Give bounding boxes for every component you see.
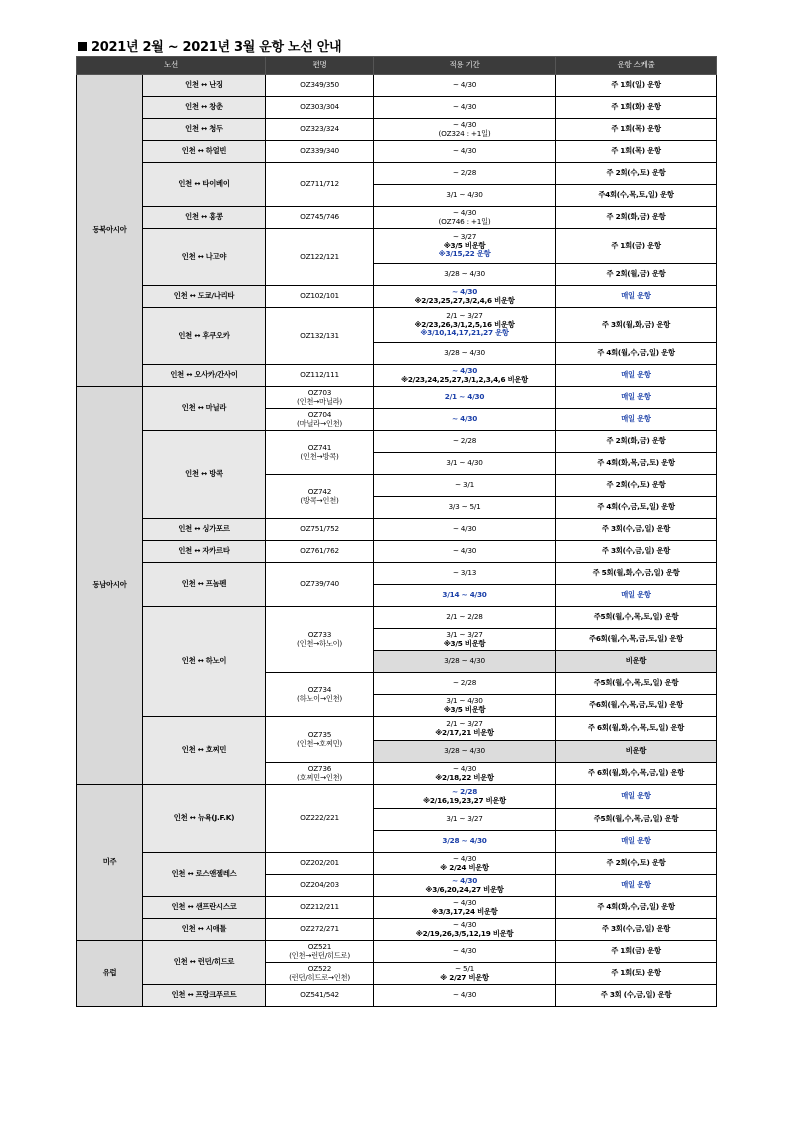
route-cell: 인천 ↔ 타이베이: [143, 163, 266, 207]
flight-direction: (인천→호찌민): [296, 738, 343, 748]
flight-cell: OZ272/271: [266, 919, 374, 941]
table-row: [77, 563, 717, 585]
flight-cell: OZ349/350: [266, 75, 374, 97]
period-cell: ~ 4/30: [374, 541, 556, 563]
table-row: [77, 97, 717, 119]
schedule-cell: 주 6회(월,화,수,목,토,일) 운항: [556, 717, 717, 741]
period-note: ※ 2/27 비운항: [440, 972, 489, 982]
flight-cell: OZ122/121: [266, 229, 374, 286]
route-cell: 인천 ↔ 싱가포르: [143, 519, 266, 541]
route-cell: 인천 ↔ 난징: [143, 75, 266, 97]
flight-number: OZ704: [307, 410, 332, 420]
header-period: 적용 기간: [374, 57, 556, 75]
schedule-cell: 주 5회(월,화,수,금,일) 운항: [556, 563, 717, 585]
route-cell: 인천 ↔ 샌프란시스코: [143, 897, 266, 919]
region-europe: 유럽: [77, 941, 143, 1007]
square-bullet-icon: [78, 42, 87, 51]
period-note: ※2/23,25,27,3/2,4,6 비운항: [414, 295, 515, 305]
route-cell: 인천 ↔ 하노이: [143, 607, 266, 717]
flight-cell: OZ339/340: [266, 141, 374, 163]
flight-number: OZ733: [307, 630, 332, 640]
period-cell: [374, 119, 556, 141]
schedule-cell: 주 1회(목) 운항: [556, 141, 717, 163]
flight-cell: [266, 387, 374, 409]
table-row: [77, 985, 717, 1007]
flight-cell: [266, 941, 374, 963]
table-row: [77, 519, 717, 541]
page-title: [78, 36, 341, 55]
schedule-cell: 주 2회(화,금) 운항: [556, 207, 717, 229]
schedule-cell: 매일 운항: [556, 875, 717, 897]
table-row: [77, 308, 717, 343]
schedule-cell: 주 1회(토) 운항: [556, 963, 717, 985]
schedule-cell: 매일 운항: [556, 585, 717, 607]
flight-cell: OZ541/542: [266, 985, 374, 1007]
period-note: (OZ746 : +1일): [438, 216, 491, 226]
table-row: [77, 941, 717, 963]
period-cell: 3/1 ~ 4/30: [374, 453, 556, 475]
flight-cell: OZ212/211: [266, 897, 374, 919]
flight-number: OZ735: [307, 730, 332, 740]
period-cell: [374, 308, 556, 343]
period-cell: [374, 763, 556, 785]
title-text: 2021년 2월 ~ 2021년 3월 운항 노선 안내: [91, 40, 342, 55]
period-note: ※3/5 비운항: [443, 704, 486, 714]
route-cell: 인천 ↔ 방콕: [143, 431, 266, 519]
flight-cell: [266, 763, 374, 785]
schedule-cell: 주 3회(수,금,일) 운항: [556, 919, 717, 941]
table-row: [77, 229, 717, 264]
flight-direction: (인천→방콕): [300, 451, 339, 461]
route-cell: 인천 ↔ 나고야: [143, 229, 266, 286]
schedule-cell: 주 2회(수,토) 운항: [556, 475, 717, 497]
period-cell: 2/1 ~ 2/28: [374, 607, 556, 629]
period-line: 3/1 ~ 4/30: [446, 696, 483, 706]
period-line: ~ 4/30: [452, 208, 477, 218]
period-cell: ~ 4/30: [374, 97, 556, 119]
schedule-cell: 매일 운항: [556, 365, 717, 387]
period-cell: [374, 919, 556, 941]
flight-cell: [266, 475, 374, 519]
period-cell: ~ 2/28: [374, 673, 556, 695]
route-cell: 인천 ↔ 하얼빈: [143, 141, 266, 163]
header-route: 노선: [77, 57, 266, 75]
flight-cell: [266, 717, 374, 763]
route-cell: 인천 ↔ 뉴욕(J.F.K): [143, 785, 266, 853]
period-cell: [374, 897, 556, 919]
table-row: [77, 607, 717, 629]
schedule-cell: 주5회(월,수,목,토,일) 운항: [556, 673, 717, 695]
flight-cell: OZ739/740: [266, 563, 374, 607]
schedule-cell: 비운항: [556, 741, 717, 763]
flight-cell: OZ102/101: [266, 286, 374, 308]
table-row: [77, 141, 717, 163]
flight-cell: [266, 431, 374, 475]
period-cell: 3/28 ~ 4/30: [374, 651, 556, 673]
period-cell: ~ 4/30: [374, 409, 556, 431]
route-cell: 인천 ↔ 자카르타: [143, 541, 266, 563]
period-note: ※2/23,24,25,27,3/1,2,3,4,6 비운항: [401, 374, 528, 384]
schedule-cell: 주 3회(월,화,금) 운항: [556, 308, 717, 343]
route-cell: 인천 ↔ 시애틀: [143, 919, 266, 941]
schedule-cell: 주 4회(수,금,토,일) 운항: [556, 497, 717, 519]
period-note: ※3/5 비운항: [443, 240, 486, 250]
schedule-cell: 주 1회(금) 운항: [556, 229, 717, 264]
period-cell: ~ 4/30: [374, 75, 556, 97]
flight-direction: (마닐라→인천): [296, 418, 343, 428]
flight-number: OZ522: [307, 964, 332, 974]
period-cell: 3/3 ~ 5/1: [374, 497, 556, 519]
flight-direction: (인천→마닐라): [296, 396, 343, 406]
flight-cell: OZ711/712: [266, 163, 374, 207]
period-cell: [374, 365, 556, 387]
flight-number: OZ742: [307, 487, 332, 497]
schedule-cell: 매일 운항: [556, 785, 717, 809]
schedule-cell: 주 2회(월,금) 운항: [556, 264, 717, 286]
schedule-cell: 매일 운항: [556, 387, 717, 409]
period-line: ~ 4/30: [452, 920, 477, 930]
schedule-cell: 주4회(수,목,토,일) 운항: [556, 185, 717, 207]
flight-number: OZ521: [307, 942, 332, 952]
period-cell: [374, 229, 556, 264]
period-cell: [374, 695, 556, 717]
period-line: ~ 4/30: [452, 764, 477, 774]
table-row: [77, 207, 717, 229]
table-row: [77, 919, 717, 941]
flight-number: OZ736: [307, 764, 332, 774]
table-row: [77, 365, 717, 387]
table-row: [77, 163, 717, 185]
period-cell: ~ 4/30: [374, 985, 556, 1007]
table-row: [77, 286, 717, 308]
flight-cell: [266, 607, 374, 673]
period-cell: 3/28 ~ 4/30: [374, 741, 556, 763]
schedule-cell: 주 1회(금) 운항: [556, 941, 717, 963]
header-flight: 편명: [266, 57, 374, 75]
schedule-cell: 주 3회(수,금,일) 운항: [556, 541, 717, 563]
table-header-row: [77, 57, 717, 75]
schedule-cell: 주 4회(화,수,금,일) 운항: [556, 897, 717, 919]
header-schedule: 운항 스케줄: [556, 57, 717, 75]
route-cell: 인천 ↔ 호찌민: [143, 717, 266, 785]
period-cell: ~ 3/1: [374, 475, 556, 497]
route-schedule-table: [76, 56, 717, 1007]
schedule-cell: 주 1회(목) 운항: [556, 119, 717, 141]
table-row: [77, 853, 717, 875]
period-note: ※2/16,19,23,27 비운항: [423, 795, 506, 805]
schedule-cell: 주 3회(수,금,일) 운항: [556, 519, 717, 541]
period-cell: ~ 4/30: [374, 141, 556, 163]
period-line: ~ 4/30: [452, 898, 477, 908]
period-cell: [374, 853, 556, 875]
period-line: ~ 5/1: [455, 964, 474, 974]
flight-direction: (런던/히드로→인천): [289, 972, 350, 982]
schedule-cell: 매일 운항: [556, 831, 717, 853]
flight-cell: OZ323/324: [266, 119, 374, 141]
period-note: ※ 2/24 비운항: [440, 862, 489, 872]
flight-cell: OZ222/221: [266, 785, 374, 853]
period-cell: [374, 963, 556, 985]
period-cell: [374, 207, 556, 229]
period-cell: 3/28 ~ 4/30: [374, 343, 556, 365]
table-row: [77, 541, 717, 563]
flight-number: OZ741: [307, 443, 332, 453]
period-line: ~ 3/27: [452, 232, 477, 242]
region-southeast-asia: 동남아시아: [77, 387, 143, 785]
flight-direction: (하노이→인천): [296, 693, 343, 703]
period-line: 3/1 ~ 3/27: [446, 630, 483, 640]
flight-cell: [266, 409, 374, 431]
flight-number: OZ703: [307, 388, 332, 398]
period-cell: 3/1 ~ 3/27: [374, 809, 556, 831]
period-cell: 3/28 ~ 4/30: [374, 264, 556, 286]
period-note: ※2/17,21 비운항: [435, 727, 494, 737]
schedule-cell: 주5회(월,수,목,토,일) 운항: [556, 607, 717, 629]
flight-cell: [266, 673, 374, 717]
period-line-blue: ~ 4/30: [451, 287, 478, 297]
route-cell: 인천 ↔ 런던/히드로: [143, 941, 266, 985]
flight-cell: OZ202/201: [266, 853, 374, 875]
table-row: [77, 717, 717, 741]
period-note: (OZ324 : +1일): [438, 128, 491, 138]
route-cell: 인천 ↔ 프랑크푸르트: [143, 985, 266, 1007]
period-cell: [374, 785, 556, 809]
period-line: ~ 4/30: [452, 120, 477, 130]
flight-cell: OZ204/203: [266, 875, 374, 897]
period-note: ※3/3,17,24 비운항: [431, 906, 498, 916]
region-northeast-asia: 동북아시아: [77, 75, 143, 387]
table-row: [77, 119, 717, 141]
period-cell: ~ 3/13: [374, 563, 556, 585]
flight-cell: OZ761/762: [266, 541, 374, 563]
flight-cell: OZ303/304: [266, 97, 374, 119]
schedule-cell: 주 2회(화,금) 운항: [556, 431, 717, 453]
schedule-cell: 주5회(월,수,목,금,일) 운항: [556, 809, 717, 831]
period-note: ※3/6,20,24,27 비운항: [425, 884, 504, 894]
schedule-cell: 주 6회(월,화,수,목,금,일) 운항: [556, 763, 717, 785]
schedule-cell: 주 4회(월,수,금,일) 운항: [556, 343, 717, 365]
flight-cell: OZ751/752: [266, 519, 374, 541]
schedule-cell: 매일 운항: [556, 409, 717, 431]
period-note: ※2/19,26,3/5,12,19 비운항: [415, 928, 514, 938]
schedule-cell: 주 2회(수,토) 운항: [556, 163, 717, 185]
period-cell: 3/28 ~ 4/30: [374, 831, 556, 853]
route-cell: 인천 ↔ 청두: [143, 119, 266, 141]
route-cell: 인천 ↔ 마닐라: [143, 387, 266, 431]
schedule-cell: 비운항: [556, 651, 717, 673]
table-row: [77, 431, 717, 453]
flight-direction: (인천→하노이): [296, 638, 343, 648]
period-cell: [374, 286, 556, 308]
schedule-cell: 주 4회(화,목,금,토) 운항: [556, 453, 717, 475]
period-cell: ~ 4/30: [374, 519, 556, 541]
period-cell: 3/14 ~ 4/30: [374, 585, 556, 607]
schedule-cell: 매일 운항: [556, 286, 717, 308]
flight-number: OZ734: [307, 685, 332, 695]
schedule-cell: 주 1회(일) 운항: [556, 75, 717, 97]
route-cell: 인천 ↔ 로스앤젤레스: [143, 853, 266, 897]
period-line-blue: ~ 4/30: [451, 876, 478, 886]
flight-direction: (호찌민→인천): [296, 772, 343, 782]
table-row: [77, 785, 717, 809]
flight-direction: (인천→런던/히드로): [289, 950, 350, 960]
flight-cell: [266, 963, 374, 985]
table-row: [77, 387, 717, 409]
period-note-blue: ※3/10,14,17,21,27 운항: [420, 328, 509, 338]
period-note: ※3/5 비운항: [443, 638, 486, 648]
route-cell: 인천 ↔ 홍콩: [143, 207, 266, 229]
period-cell: 3/1 ~ 4/30: [374, 185, 556, 207]
period-cell: ~ 2/28: [374, 431, 556, 453]
flight-cell: OZ112/111: [266, 365, 374, 387]
table-row: [77, 897, 717, 919]
route-cell: 인천 ↔ 후쿠오카: [143, 308, 266, 365]
route-cell: 인천 ↔ 오사카/간사이: [143, 365, 266, 387]
period-cell: [374, 875, 556, 897]
schedule-cell: 주 1회(화) 운항: [556, 97, 717, 119]
schedule-cell: 주6회(월,수,목,금,토,일) 운항: [556, 695, 717, 717]
flight-cell: OZ132/131: [266, 308, 374, 365]
route-cell: 인천 ↔ 창춘: [143, 97, 266, 119]
period-note: ※2/18,22 비운항: [435, 772, 494, 782]
period-line-blue: ~ 2/28: [451, 787, 478, 797]
route-cell: 인천 ↔ 프놈펜: [143, 563, 266, 607]
period-cell: ~ 2/28: [374, 163, 556, 185]
period-cell: 2/1 ~ 4/30: [374, 387, 556, 409]
period-note: ※2/23,26,3/1,2,5,16 비운항: [414, 319, 515, 329]
period-line-blue: ~ 4/30: [451, 366, 478, 376]
period-line: 2/1 ~ 3/27: [446, 311, 483, 321]
period-cell: [374, 717, 556, 741]
route-cell: 인천 ↔ 도쿄/나리타: [143, 286, 266, 308]
period-line: 2/1 ~ 3/27: [446, 719, 483, 729]
period-cell: [374, 629, 556, 651]
schedule-cell: 주 3회 (수,금,일) 운항: [556, 985, 717, 1007]
region-americas: 미주: [77, 785, 143, 941]
flight-direction: (방콕→인천): [300, 495, 339, 505]
schedule-cell: 주6회(월,수,목,금,토,일) 운항: [556, 629, 717, 651]
table-row: [77, 75, 717, 97]
flight-cell: OZ745/746: [266, 207, 374, 229]
period-line: ~ 4/30: [452, 854, 477, 864]
schedule-cell: 주 2회(수,토) 운항: [556, 853, 717, 875]
period-cell: ~ 4/30: [374, 941, 556, 963]
period-note-blue: ※3/15,22 운항: [438, 249, 491, 259]
